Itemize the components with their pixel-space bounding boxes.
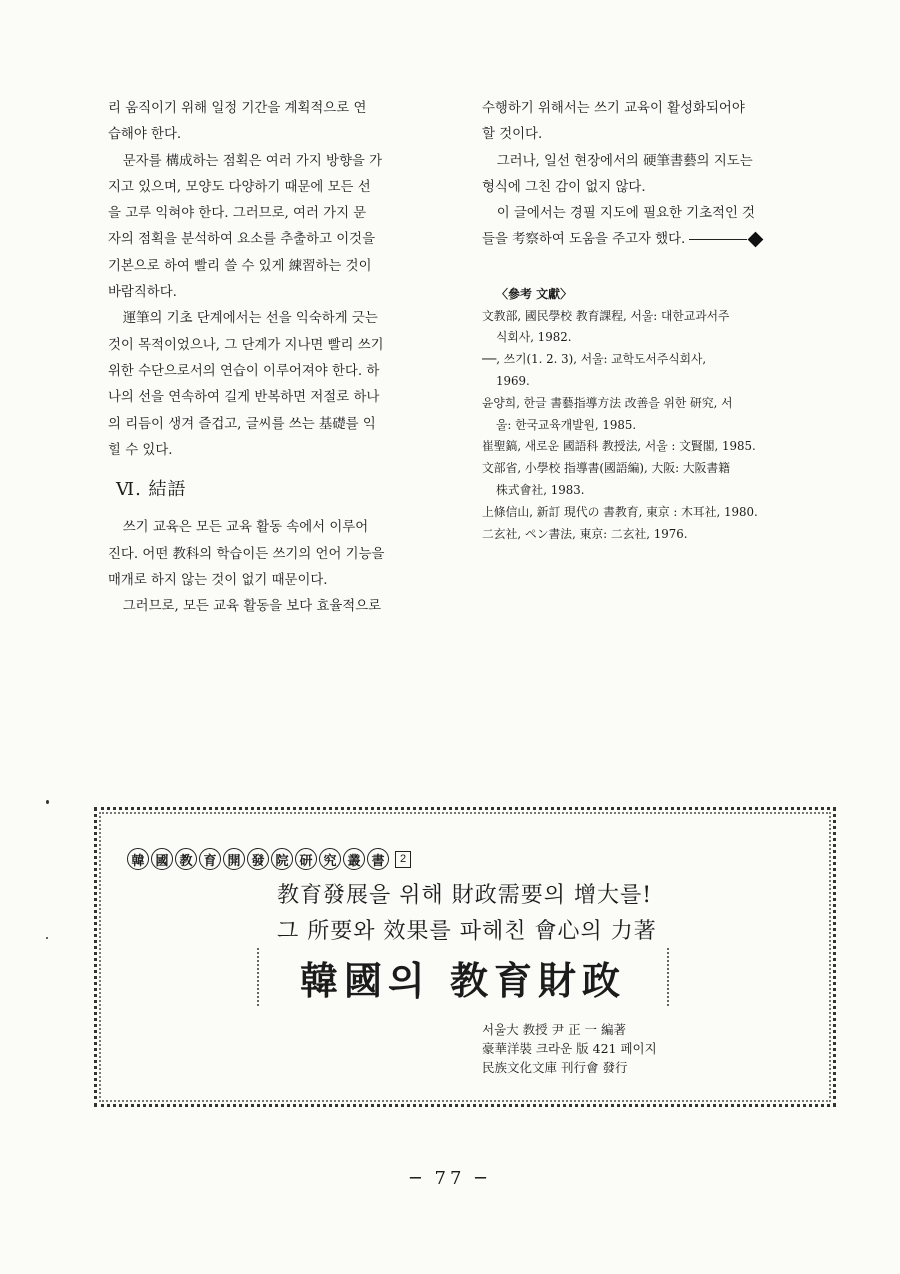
series-char: 育 — [199, 848, 221, 870]
text-line: 을 고루 익혀야 한다. 그러므로, 여러 가지 문 — [108, 206, 367, 222]
reference-continuation: 울: 한국교육개발원, 1985. — [496, 417, 637, 432]
book-advertisement — [94, 807, 836, 1107]
reference-text: 윤양희, 한글 書藝指導方法 改善을 위한 研究, 서 — [482, 395, 733, 410]
series-number: 2 — [395, 851, 411, 868]
series-char: 院 — [271, 848, 293, 870]
reference-item — [482, 458, 834, 502]
tagline: 教育發展을 위해 財政需要의 增大를! — [277, 883, 653, 908]
paragraph — [482, 96, 834, 149]
text-line: 그러므로, 모든 교육 활동을 보다 효율적으로 — [122, 599, 382, 615]
reference-text: 二玄社, ペン書法, 東京: 二玄社, 1976. — [482, 526, 688, 541]
reference-text: 上條信山, 新訂 現代の 書教育, 東京 : 木耳社, 1980. — [482, 504, 758, 519]
end-rule — [689, 239, 747, 240]
page-number: ─ 77 ─ — [409, 1168, 491, 1189]
series-char: 開 — [223, 848, 245, 870]
text-line: 의 리듬이 생겨 즐겁고, 글씨를 쓰는 基礎를 익 — [108, 416, 376, 432]
text-line: 나의 선을 연속하여 길게 반복하면 저절로 하나 — [108, 390, 380, 406]
paragraph — [108, 594, 448, 620]
text-line: 위한 수단으로서의 연습이 이루어져야 한다. 하 — [108, 363, 380, 379]
reference-item — [482, 502, 834, 524]
text-line: 자의 점획을 분석하여 요소를 추출하고 이것을 — [108, 232, 376, 248]
series-char: 韓 — [127, 848, 149, 870]
paragraph — [108, 96, 448, 149]
paragraph — [108, 515, 448, 594]
reference-text: ──, 쓰기(1. 2. 3), 서울: 교학도서주식회사, — [482, 352, 707, 367]
reference-item — [482, 524, 834, 546]
reference-text: 文部省, 小學校 指導書(國語編), 大阪: 大阪書籍 — [482, 461, 731, 476]
section-heading: Ⅵ. 結語 — [116, 479, 187, 501]
references-title: 〈參考 文獻〉 — [496, 286, 573, 301]
text-line: 것이 목적이었으나, 그 단계가 지나면 빨리 쓰기 — [108, 337, 384, 353]
reference-item — [482, 393, 834, 437]
text-line: 문자를 構成하는 점획은 여러 가지 방향을 가 — [122, 153, 383, 169]
scan-speck — [46, 937, 48, 939]
paragraph — [108, 149, 448, 307]
tagline: 그 所要와 效果를 파헤친 會心의 力著 — [277, 919, 657, 944]
book-title: 韓國의 教育財政 — [257, 948, 669, 1006]
text-line: 運筆의 기초 단계에서는 선을 익숙하게 긋는 — [122, 311, 378, 327]
series-title — [127, 848, 411, 870]
format-line: 豪華洋裝 크라운 版 421 페이지 — [482, 1041, 657, 1056]
paragraph — [108, 306, 448, 464]
series-char: 國 — [151, 848, 173, 870]
paragraph — [482, 149, 834, 202]
right-column — [482, 96, 834, 545]
reference-item — [482, 436, 834, 458]
reference-item — [482, 306, 834, 350]
reference-continuation: 식회사, 1982. — [496, 330, 572, 345]
text-line: 할 것이다. — [482, 127, 543, 143]
reference-continuation: 株式會社, 1983. — [496, 482, 585, 497]
scan-speck — [46, 800, 49, 804]
left-column — [108, 96, 448, 621]
text-line: 기본으로 하여 빨리 쓸 수 있게 練習하는 것이 — [108, 258, 372, 274]
text-line: 수행하기 위해서는 쓰기 교육이 활성화되어야 — [482, 101, 745, 116]
series-char: 叢 — [343, 848, 365, 870]
series-char: 教 — [175, 848, 197, 870]
series-char: 書 — [367, 848, 389, 870]
reference-item — [482, 349, 834, 393]
text-line: 바람직하다. — [108, 285, 177, 301]
text-line: 습해야 한다. — [108, 127, 182, 143]
text-line: 그러나, 일선 현장에서의 硬筆書藝의 지도는 — [496, 153, 753, 169]
publication-info — [482, 1020, 657, 1077]
text-line: 리 움직이기 위해 일정 기간을 계획적으로 연 — [108, 101, 367, 116]
publisher-line: 民族文化文庫 刊行會 發行 — [482, 1060, 628, 1075]
text-line: 힐 수 있다. — [108, 442, 173, 458]
text-line: 지고 있으며, 모양도 다양하기 때문에 모든 선 — [108, 179, 371, 195]
end-diamond-icon — [748, 232, 764, 248]
reference-text: 文教部, 國民學校 教育課程, 서울: 대한교과서주 — [482, 308, 730, 323]
reference-text: 崔聖鎬, 새로운 國語科 教授法, 서울 : 文賢閣, 1985. — [482, 439, 756, 454]
text-line: 형식에 그친 감이 없지 않다. — [482, 179, 646, 195]
author-line: 서울大 教授 尹 正 一 編著 — [482, 1022, 627, 1037]
text-line — [482, 227, 834, 253]
text-segment: 들을 考察하여 도움을 주고자 했다. — [482, 232, 686, 248]
paragraph — [482, 201, 834, 254]
series-char: 發 — [247, 848, 269, 870]
text-line: 매개로 하지 않는 것이 없기 때문이다. — [108, 573, 328, 589]
text-line: 쓰기 교육은 모든 교육 활동 속에서 이루어 — [122, 520, 369, 536]
text-line: 진다. 어떤 教科의 학습이든 쓰기의 언어 기능을 — [108, 546, 385, 562]
series-char: 研 — [295, 848, 317, 870]
reference-continuation: 1969. — [496, 373, 530, 388]
text-line: 이 글에서는 경필 지도에 필요한 기초적인 것 — [496, 206, 756, 222]
references — [482, 284, 834, 546]
series-char: 究 — [319, 848, 341, 870]
